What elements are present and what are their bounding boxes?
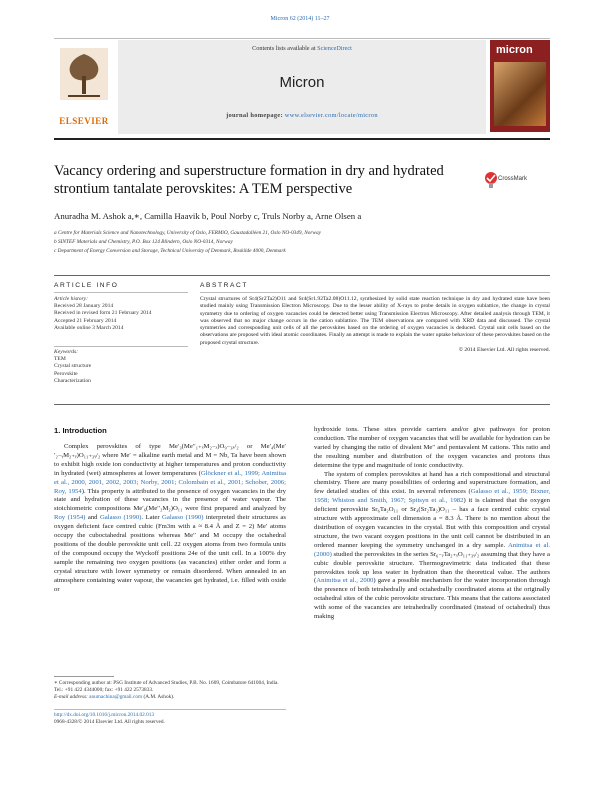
text-run: Complex perovskites of type Me′₃(Me′′₁₊ₓM₂₋ₓ)O₉₋₃ₓ/₂ or Me′₄(Me′′₂₋ᵧM₂₊ᵧ)O₁₁₊₃ᵧ/₂ where Me′ = alkaline earth metal and M = Nb, Ta have been shown to exhibit high oxide ion conductivity at higher temperatures and proton conductivity in hydrated (wet) atmospheres at lower temperatures ( xyxy=(54,443,286,477)
reference-link[interactable]: Roy (1954) xyxy=(54,514,86,522)
history-revised: Received in revised form 21 February 2014 xyxy=(54,310,152,317)
history-online: Available online 3 March 2014 xyxy=(54,324,124,331)
history-accepted: Accepted 21 February 2014 xyxy=(54,317,117,324)
footnote-rule xyxy=(54,676,114,677)
issn-line: 0968-4328/© 2014 Elsevier Ltd. All rights reserved. xyxy=(54,718,165,725)
article-title: Vacancy ordering and superstructure formation in dry and hydrated strontium tantalate perovskites: A TEM perspective xyxy=(54,163,444,197)
intro-paragraph-1 xyxy=(54,443,286,594)
affiliation-b: b SINTEF Materials and Chemistry, P.O. Box 124 Blindern, Oslo NO-0314, Norway xyxy=(54,239,233,245)
keyword: Characterization xyxy=(54,377,91,384)
keyword: Crystal structure xyxy=(54,363,92,370)
keywords-block xyxy=(54,349,194,385)
body-column-left xyxy=(54,443,286,665)
homepage-line xyxy=(118,112,486,119)
keywords-label: Keywords: xyxy=(54,349,79,355)
abstract-rule-bottom xyxy=(54,404,550,405)
article-info-heading: ARTICLE INFO xyxy=(54,282,119,289)
cover-image xyxy=(494,62,546,126)
email-label: E-mail address: xyxy=(54,693,88,700)
text-run: ) gave a possible mechanism for the water incorporation through the presence of both tetrahedrally and octahedrally coordinated atoms at the originally octahedral sites of the cubic perovskite structure. This means that the cations associated with some of the vacancies are tetrahedrally coordinated (instead of octahedral) thus making xyxy=(314,577,550,621)
header-rule xyxy=(54,138,550,140)
abstract-rule xyxy=(200,292,550,293)
body-column-right xyxy=(314,426,550,754)
article-history xyxy=(54,296,194,332)
elsevier-logo xyxy=(54,42,114,126)
journal-citation[interactable]: Micron 62 (2014) 11–27 xyxy=(270,16,330,22)
keywords-rule xyxy=(54,346,188,347)
keyword: Perovskite xyxy=(54,370,78,377)
info-rule xyxy=(54,292,188,293)
text-run: ) it is claimed that the oxygen deficient perovskite Sr₆Ta₂O₁₁ or Sr₄(Sr₂Ta₂)O₁₁ – has a face centred cubic crystal structure with approximate cell dimension a = 8.3 Å. There is no mention about the distribution of oxygen vacancies in the crystal. But with this composition and crystal structure, the two vacant oxygen positions in the unit cell cannot be distributed in an ordered manner keeping the symmetry unchanged in a dry sample. xyxy=(314,497,550,549)
reference-link[interactable]: Glöckner et al., 1999; Animitsa et al., 2000, 2001, 2002, 2003; Norby, 2001; Colombain et al., 2001; Schober, 2006; Roy, 1954 xyxy=(54,469,286,495)
crossmark-label: CrossMark xyxy=(498,176,528,182)
text-run: interpreted their structures as oxygen deficient face centred cubic (Fm3m with a ≈ 8.4 Å and Z = 2) Me′ atoms occupy the cuboctahedral positions whereas Me′′ and M occupy the octahedral positions of the double perovskite unit cell. 22 oxygen atoms from two formula units of the compound occupy the Wyckoff positions 24e of the unit cell. In a 100% dry sample the remaining two oxygen positions (as vacancies) either order and form a crystal structure with lower symmetry or remain disordered. When annealed in an atmosphere containing water vapour, the vacancies get hydrated, i.e. filled with oxide or xyxy=(54,514,286,593)
crossmark-icon xyxy=(484,171,498,189)
info-rule-top xyxy=(54,275,550,276)
publisher-name: ELSEVIER xyxy=(59,116,109,126)
affiliation-c: c Department of Energy Conversion and Storage, Technical University of Denmark, Roskilde 4000, Denmark xyxy=(54,248,286,254)
text-run: The system of complex perovskites at hand has a rich compositional and structural chemistry. There are many possibilities of ordering and superstructure formation, and few detailed studies of this exist. In several references ( xyxy=(314,470,550,496)
homepage-prefix: journal homepage: xyxy=(226,112,283,119)
journal-banner xyxy=(54,26,550,136)
abstract-heading: ABSTRACT xyxy=(200,282,248,289)
abstract-body: Crystal structures of Sr4(Sr2Ta2)O11 and Sr4(Sr1.92Ta2.08)O11.12, synthesized by solid state reaction technique in dry and hydrated state have been studied mainly using Transmission Electron Microscopy. Due to the lesser ability of X-rays to probe details in oxygen sublattice, the change in crystal symmetry due to ordering of oxygen vacancies could be detected better using Transmission Electron Microscopy. After detailed analysis through TEM, it was observed that no major change occurs in the cation sublattice. The TEM observations are compared with XRD data and discussed. The crystal symmetries and corresponding unit cells of all the perovskites based on the ordering of oxygen vacancies is deduced. Crystal unit cells based on the observations are proposed with ideal atomic coordinates. Finally an attempt is made to explain the water uptake behaviour of these perovskites based on the proposed crystal structure. xyxy=(200,296,550,346)
reference-link[interactable]: Animitsa et al., 2000 xyxy=(316,577,374,585)
intro-paragraph-2: hydroxide ions. These sites provide carriers and/or give pathways for proton conduction. The number of oxygen vacancies that will be available for hydration can be varied by changing the ratio of divalent Me′′ and pentavalent M cations. This ratio and the resulting number and distribution of the oxygen vacancies and protons thus determine the type and magnitude of ionic conductivity. xyxy=(314,426,550,469)
text-run: and xyxy=(85,514,100,522)
crossmark-badge[interactable] xyxy=(484,169,544,203)
banner-top-rule xyxy=(54,38,550,39)
reference-link[interactable]: Galasso (1990) xyxy=(162,514,204,522)
abstract-copyright: © 2014 Elsevier Ltd. All rights reserved. xyxy=(458,347,550,354)
abstract-text xyxy=(200,296,550,354)
elsevier-tree-icon xyxy=(54,42,114,102)
reference-link[interactable]: Animitsa et al. (2000) xyxy=(314,541,550,558)
sciencedirect-link[interactable]: ScienceDirect xyxy=(317,45,352,52)
contents-prefix: Contents lists available at xyxy=(252,45,316,52)
reference-link[interactable]: Galasso et al., 1959; Bixner, 1958; Whiston and Smith, 1967; Spitsyn et al., 1982 xyxy=(314,488,550,505)
doi-link[interactable]: http://dx.doi.org/10.1016/j.micron.2014.02.013 xyxy=(54,712,155,718)
doi-block xyxy=(54,712,286,726)
section-heading: 1. Introduction xyxy=(54,426,107,435)
contents-line xyxy=(118,45,486,52)
history-received: Received 28 January 2014 xyxy=(54,303,114,310)
text-run: ). This property is attributed to the presence of oxygen vacancies in the dry state and hydration of these vacancies in the presence of water vapour. The stoichiometric compositions Me′₆(Me′′₂M₂)O₁₁ were first prepared and analyzed by xyxy=(54,487,286,513)
journal-name: Micron xyxy=(279,74,325,91)
corresponding-author-note: ∗ Corresponding author at: PSG Institute of Advanced Studies, P.B. No. 1609, Coimbatore 641004, India. Tel.: +91 422 4344000; fax: +91 422 2573833. xyxy=(54,680,279,693)
email-suffix: (A.M. Ashok). xyxy=(143,693,175,700)
email-line xyxy=(54,694,286,701)
homepage-link[interactable]: www.elsevier.com/locate/micron xyxy=(284,112,378,119)
cover-title: micron xyxy=(496,44,533,56)
text-run: . Later xyxy=(141,514,163,522)
doi-rule xyxy=(54,709,286,710)
email-link[interactable]: anumachina@gmail.com xyxy=(89,693,143,700)
text-run: studied the perovskites in the series Sr₆₋ᵧTa₂₊ᵧO₁₁₊₃ᵧ/₂ assuming that they have a cubic double perovskite structure. Thermogravimetric data indicated that these perovskites took up less water in hydration than the theoretical value. The authors ( xyxy=(314,550,550,585)
keyword: TEM xyxy=(54,356,66,363)
history-label: Article history: xyxy=(54,296,89,302)
journal-info-box xyxy=(118,40,486,134)
intro-paragraph-3 xyxy=(314,471,550,622)
author-list[interactable]: Anuradha M. Ashok a,∗, Camilla Haavik b, Poul Norby c, Truls Norby a, Arne Olsen a xyxy=(54,211,362,221)
footnote-block xyxy=(54,680,286,701)
affiliation-a: a Centre for Materials Science and Nanotechnology, University of Oslo, FERMiO, Gaustadalléen 21, Oslo NO-0349, Norway xyxy=(54,230,321,236)
reference-link[interactable]: Galasso (1990) xyxy=(99,514,142,522)
journal-cover xyxy=(490,40,550,132)
